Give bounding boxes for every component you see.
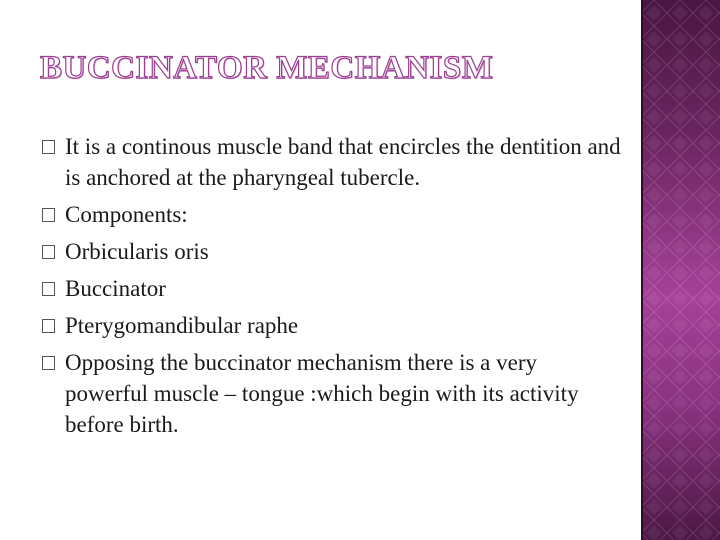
checkbox-square-icon	[42, 319, 55, 333]
checkbox-square-icon	[42, 245, 55, 259]
checkbox-square-icon	[42, 282, 55, 296]
bullet-item	[42, 347, 622, 440]
checkbox-square-icon	[42, 356, 55, 370]
bullet-list	[42, 131, 622, 446]
bullet-item	[42, 131, 622, 193]
bullet-item	[42, 273, 622, 304]
diamond-pattern	[641, 0, 720, 540]
bullet-text: It is a continous muscle band that encircles the dentition and is anchored at the pharyngeal tubercle.	[65, 134, 621, 190]
bullet-text: Opposing the buccinator mechanism there is a very powerful muscle – tongue :which begin with its activity before birth.	[65, 350, 579, 437]
checkbox-square-icon	[42, 208, 55, 222]
decorative-sidebar	[641, 0, 720, 540]
slide-title: BUCCINATOR MECHANISM	[40, 50, 494, 86]
bullet-item	[42, 236, 622, 267]
bullet-text: Buccinator	[65, 276, 166, 301]
bullet-item	[42, 310, 622, 341]
sidebar-divider	[641, 0, 643, 540]
bullet-text: Orbicularis oris	[65, 239, 209, 264]
bullet-text: Components:	[65, 202, 188, 227]
bullet-text: Pterygomandibular raphe	[65, 313, 299, 338]
bullet-item	[42, 199, 622, 230]
checkbox-square-icon	[42, 140, 55, 154]
